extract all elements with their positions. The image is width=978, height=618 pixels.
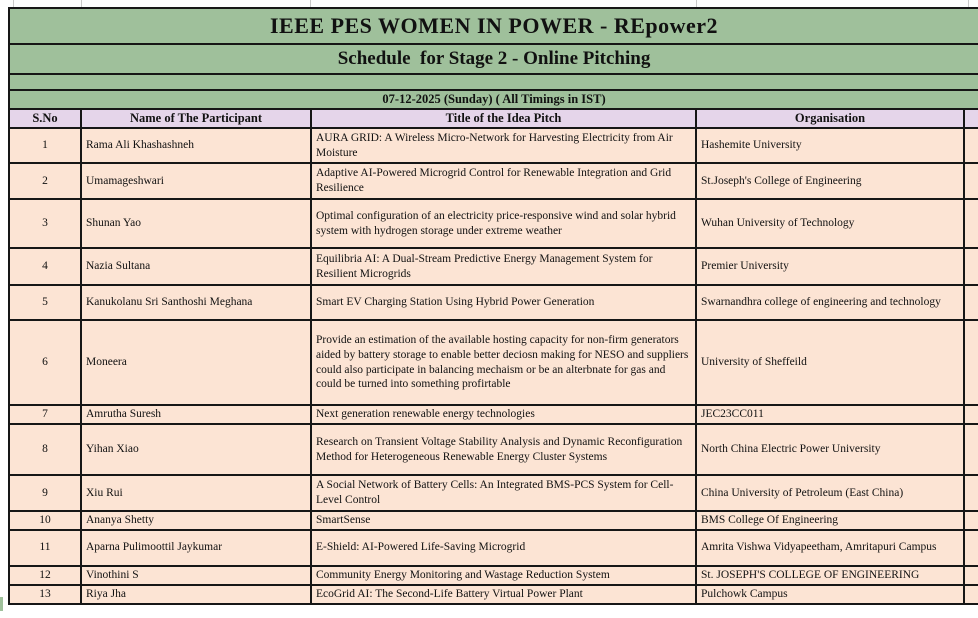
date-banner-row	[9, 90, 978, 109]
table-row	[9, 585, 978, 604]
grid-line	[310, 0, 311, 7]
cell-title[interactable]: E-Shield: AI-Powered Life-Saving Microgrid	[311, 530, 696, 566]
cell-sno[interactable]: 13	[9, 585, 81, 604]
cell-title[interactable]: Next generation renewable energy technologies	[311, 405, 696, 424]
cell-org[interactable]: North China Electric Power University	[696, 424, 964, 475]
empty-cell[interactable]	[9, 74, 978, 90]
col-header-name[interactable]: Name of The Participant	[81, 109, 311, 128]
cell-org[interactable]: Wuhan University of Technology	[696, 199, 964, 248]
table-row	[9, 424, 978, 475]
grid-line	[13, 0, 14, 7]
subtitle-banner-row	[9, 44, 978, 74]
cell-name[interactable]: Kanukolanu Sri Santhoshi Meghana	[81, 285, 311, 320]
cell-title[interactable]: Community Energy Monitoring and Wastage Reduction System	[311, 566, 696, 585]
cell-name[interactable]: Yihan Xiao	[81, 424, 311, 475]
cell-name[interactable]: Nazia Sultana	[81, 248, 311, 285]
cell-title[interactable]: Smart EV Charging Station Using Hybrid Power Generation	[311, 285, 696, 320]
cell-sno[interactable]: 10	[9, 511, 81, 530]
cell-sno[interactable]: 6	[9, 320, 81, 405]
cell-name[interactable]: Rama Ali Khashashneh	[81, 128, 311, 163]
cell-extra[interactable]	[964, 511, 978, 530]
cell-extra[interactable]	[964, 128, 978, 163]
cell-extra[interactable]	[964, 405, 978, 424]
table-row	[9, 475, 978, 511]
cell-name[interactable]: Vinothini S	[81, 566, 311, 585]
cell-org[interactable]: St.Joseph's College of Engineering	[696, 163, 964, 199]
empty-green-row	[9, 74, 978, 90]
grid-line	[696, 0, 697, 7]
cell-name[interactable]: Moneera	[81, 320, 311, 405]
cell-sno[interactable]: 7	[9, 405, 81, 424]
cell-title[interactable]: AURA GRID: A Wireless Micro-Network for Harvesting Electricity from Air Moisture	[311, 128, 696, 163]
cell-org[interactable]: JEC23CC011	[696, 405, 964, 424]
cell-title[interactable]: Provide an estimation of the available hosting capacity for non-firm generators aided by battery storage to enable better deciosn making for NESO and suppliers could also participate in balancing mechaism or be an alterbnate for gas and could be turned into something profirtable	[311, 320, 696, 405]
cell-sno[interactable]: 5	[9, 285, 81, 320]
cell-sno[interactable]: 12	[9, 566, 81, 585]
cell-org[interactable]: China University of Petroleum (East China)	[696, 475, 964, 511]
cell-org[interactable]: Swarnandhra college of engineering and technology	[696, 285, 964, 320]
table-row	[9, 128, 978, 163]
table-row	[9, 511, 978, 530]
page-subtitle[interactable]: Schedule for Stage 2 - Online Pitching	[9, 44, 978, 74]
cell-title[interactable]: A Social Network of Battery Cells: An Integrated BMS-PCS System for Cell-Level Control	[311, 475, 696, 511]
cell-extra[interactable]	[964, 530, 978, 566]
cell-name[interactable]: Amrutha Suresh	[81, 405, 311, 424]
title-banner-row	[9, 8, 978, 44]
page-title[interactable]: IEEE PES WOMEN IN POWER - REpower2	[9, 8, 978, 44]
cell-title[interactable]: Equilibria AI: A Dual-Stream Predictive Energy Management System for Resilient Microgrids	[311, 248, 696, 285]
cell-extra[interactable]	[964, 199, 978, 248]
cell-name[interactable]: Ananya Shetty	[81, 511, 311, 530]
cell-sno[interactable]: 11	[9, 530, 81, 566]
cell-extra[interactable]	[964, 424, 978, 475]
cell-org[interactable]: Amrita Vishwa Vidyapeetham, Amritapuri Campus	[696, 530, 964, 566]
cell-sno[interactable]: 1	[9, 128, 81, 163]
col-header-title[interactable]: Title of the Idea Pitch	[311, 109, 696, 128]
table-row	[9, 405, 978, 424]
col-header-extra[interactable]	[964, 109, 978, 128]
cell-org[interactable]: University of Sheffeild	[696, 320, 964, 405]
cell-name[interactable]: Umamageshwari	[81, 163, 311, 199]
cell-name[interactable]: Riya Jha	[81, 585, 311, 604]
cell-sno[interactable]: 2	[9, 163, 81, 199]
cell-org[interactable]: St. JOSEPH'S COLLEGE OF ENGINEERING	[696, 566, 964, 585]
cell-sno[interactable]: 8	[9, 424, 81, 475]
cell-sno[interactable]: 3	[9, 199, 81, 248]
table-row	[9, 566, 978, 585]
grid-line	[968, 0, 969, 7]
cell-title[interactable]: Adaptive AI-Powered Microgrid Control for Renewable Integration and Grid Resilience	[311, 163, 696, 199]
table-row	[9, 248, 978, 285]
table-row	[9, 320, 978, 405]
cell-org[interactable]: Pulchowk Campus	[696, 585, 964, 604]
table-row	[9, 285, 978, 320]
table-row	[9, 199, 978, 248]
cell-extra[interactable]	[964, 320, 978, 405]
cell-sno[interactable]: 9	[9, 475, 81, 511]
col-header-org[interactable]: Organisation	[696, 109, 964, 128]
cell-sno[interactable]: 4	[9, 248, 81, 285]
cell-extra[interactable]	[964, 585, 978, 604]
cell-extra[interactable]	[964, 566, 978, 585]
left-edge-artifact	[0, 597, 3, 611]
cell-title[interactable]: Optimal configuration of an electricity price-responsive wind and solar hybrid system with hydrogen storage under extreme weather	[311, 199, 696, 248]
col-header-sno[interactable]: S.No	[9, 109, 81, 128]
table-row	[9, 530, 978, 566]
cell-org[interactable]: Premier University	[696, 248, 964, 285]
date-banner[interactable]: 07-12-2025 (Sunday) ( All Timings in IST)	[9, 90, 978, 109]
cell-extra[interactable]	[964, 475, 978, 511]
schedule-table	[8, 7, 978, 605]
cell-name[interactable]: Aparna Pulimoottil Jaykumar	[81, 530, 311, 566]
spreadsheet-top-row-sliver	[0, 0, 978, 7]
cell-extra[interactable]	[964, 163, 978, 199]
cell-title[interactable]: Research on Transient Voltage Stability Analysis and Dynamic Reconfiguration Method for Heterogeneous Renewable Energy Cluster Systems	[311, 424, 696, 475]
cell-name[interactable]: Shunan Yao	[81, 199, 311, 248]
grid-line	[81, 0, 82, 7]
cell-name[interactable]: Xiu Rui	[81, 475, 311, 511]
cell-extra[interactable]	[964, 285, 978, 320]
cell-org[interactable]: BMS College Of Engineering	[696, 511, 964, 530]
cell-org[interactable]: Hashemite University	[696, 128, 964, 163]
table-row	[9, 163, 978, 199]
cell-title[interactable]: SmartSense	[311, 511, 696, 530]
cell-extra[interactable]	[964, 248, 978, 285]
cell-title[interactable]: EcoGrid AI: The Second-Life Battery Virtual Power Plant	[311, 585, 696, 604]
column-header-row	[9, 109, 978, 128]
